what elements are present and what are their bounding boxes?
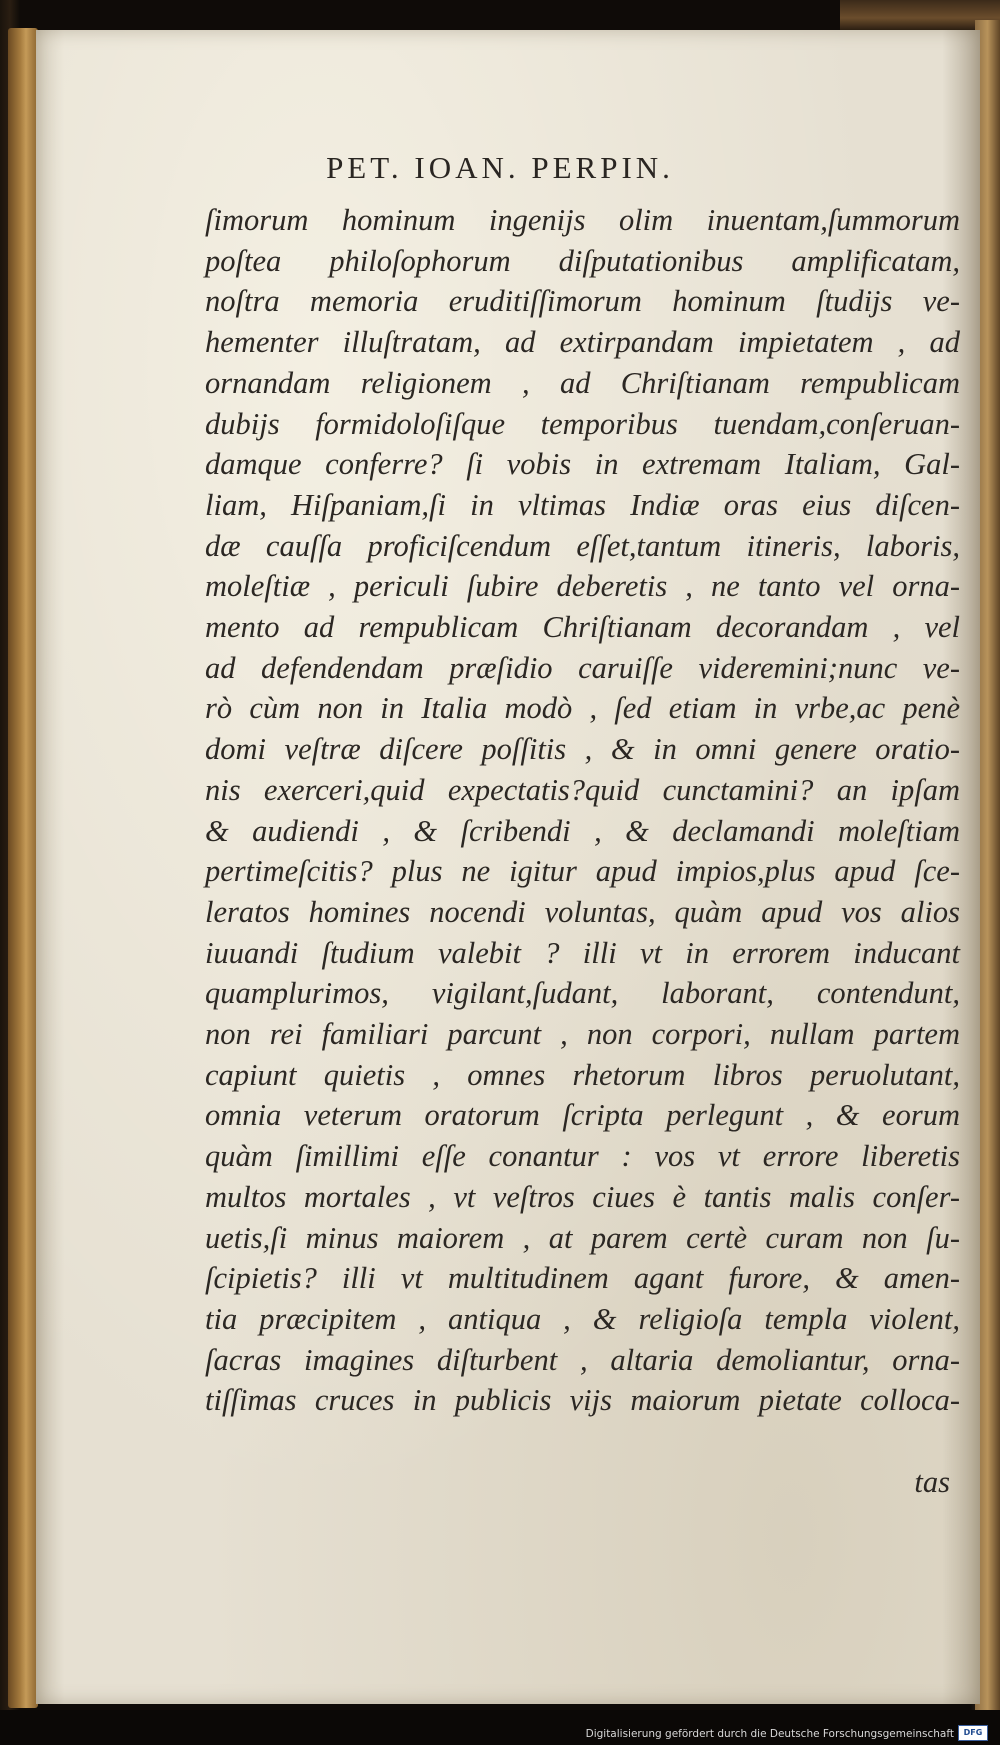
text-line: mento ad rempublicam Chriſtianam decorandam , vel (205, 610, 960, 645)
text-line: quàm ſimillimi eſſe conantur : vos vt errore liberetis (205, 1139, 960, 1174)
text-line: ornandam religionem , ad Chriſtianam rempublicam (205, 365, 960, 400)
text-line: uetis,ſi minus maiorem , at parem certè curam non ſu- (205, 1220, 960, 1255)
text-line: ſimorum hominum ingenijs olim inuentam,ſummorum (205, 203, 960, 237)
text-line: iuuandi ſtudium valebit ? illi vt in errorem inducant (205, 935, 960, 970)
text-line: quamplurimos, vigilant,ſudant, laborant, contendunt, (205, 976, 960, 1011)
text-line: nis exerceri,quid expectatis?quid cunctamini? an ipſam (205, 772, 960, 807)
dfg-logo: DFG (958, 1725, 988, 1741)
text-line: domi veſtræ diſcere poſſitis , & in omni genere oratio- (205, 732, 960, 767)
text-line: ſacras imagines diſturbent , altaria demoliantur, orna- (205, 1342, 960, 1377)
text-line: capiunt quietis , omnes rhetorum libros peruolutant, (205, 1057, 960, 1092)
text-line: ad defendendam præſidio caruiſſe videremini;nunc ve- (205, 650, 960, 685)
text-line: dæ cauſſa proficiſcendum eſſet,tantum itineris, laboris, (205, 528, 960, 563)
book-cover-edge-left (8, 28, 38, 1708)
text-line: non rei familiari parcunt , non corpori, nullam partem (205, 1017, 960, 1052)
text-line: hementer illuſtratam, ad extirpandam impietatem , ad (205, 325, 960, 360)
text-line: tiſſimas cruces in publicis vijs maiorum pietate colloca- (205, 1383, 960, 1418)
text-line: rò cùm non in Italia modò , ſed etiam in vrbe,ac penè (205, 691, 960, 726)
text-line: noſtra memoria eruditiſſimorum hominum ſtudijs ve- (205, 284, 960, 319)
text-line: multos mortales , vt veſtros ciues è tantis malis conſer- (205, 1179, 960, 1214)
text-line: moleſtiæ , periculi ſubire deberetis , ne tanto vel orna- (205, 569, 960, 604)
text-line: & audiendi , & ſcribendi , & declamandi moleſtiam (205, 813, 960, 848)
text-line: tia præcipitem , antiqua , & religioſa templa violent, (205, 1301, 960, 1336)
text-line: damque conferre? ſi vobis in extremam Italiam, Gal- (205, 447, 960, 482)
text-line: dubijs formidoloſiſque temporibus tuendam,conſeruan- (205, 406, 960, 441)
text-line: leratos homines nocendi voluntas, quàm apud vos alios (205, 894, 960, 929)
text-line: poſtea philoſophorum diſputationibus amplificatam, (205, 243, 960, 278)
running-head: PET. IOAN. PERPIN. (326, 150, 674, 185)
digitization-credit: Digitalisierung gefördert durch die Deutsche Forschungsgemeinschaft (585, 1728, 954, 1740)
text-line: omnia veterum oratorum ſcripta perlegunt , & eorum (205, 1098, 960, 1133)
text-line: pertimeſcitis? plus ne igitur apud impios,plus apud ſce- (205, 854, 960, 889)
body-text (205, 200, 960, 1421)
text-line: liam, Hiſpaniam,ſi in vltimas Indiæ oras eius diſcen- (205, 487, 960, 522)
catchword: tas (914, 1465, 950, 1499)
text-line: ſcipietis? illi vt multitudinem agant furore, & amen- (205, 1261, 960, 1296)
